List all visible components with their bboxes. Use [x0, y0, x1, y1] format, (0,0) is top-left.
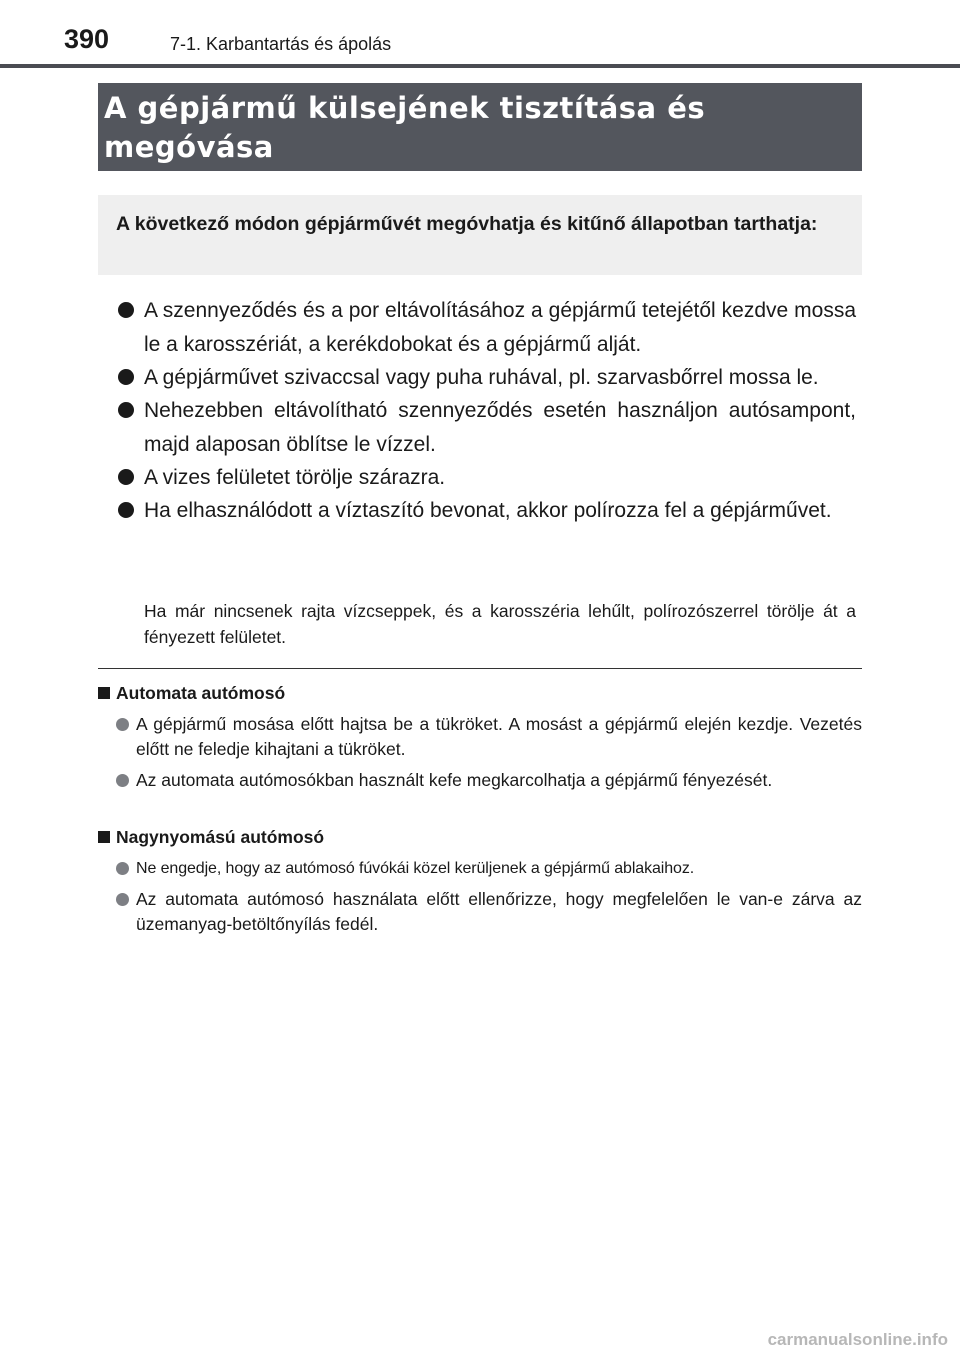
bullet-icon	[118, 302, 134, 318]
list-item: Az automata autómosókban használt kefe megkarcolhatja a gépjármű fényezését.	[98, 768, 862, 793]
bullet-icon	[116, 774, 129, 787]
list-item: Az automata autómosó használata előtt ellenőrizze, hogy megfelelően le van-e zárva az üzemanyag-betöltőnyílás fedél.	[98, 887, 862, 937]
bullet-icon	[116, 893, 129, 906]
list-item: Ha elhasználódott a víztaszító bevonat, akkor polírozza fel a gépjárművet.	[118, 494, 856, 528]
bullet-icon	[116, 718, 129, 731]
bullet-icon	[118, 369, 134, 385]
title-banner	[98, 83, 862, 171]
list-item: Ne engedje, hogy az autómosó fúvókái közel kerüljenek a gépjármű ablakaihoz.	[98, 856, 862, 881]
section-list	[98, 712, 862, 793]
section-list	[98, 856, 862, 937]
section-label: 7-1. Karbantartás és ápolás	[170, 34, 392, 54]
bullet-icon	[118, 402, 134, 418]
note-text: Ha már nincsenek rajta vízcseppek, és a karosszéria lehűlt, polírozószerrel törölje át a fényezett felületet.	[144, 601, 856, 647]
bullet-icon	[118, 502, 134, 518]
intro-text: A következő módon gépjárművét megóvhatja és kitűnő állapotban tarthatja:	[116, 213, 818, 235]
section-heading: Nagynyomású autómosó	[98, 824, 862, 850]
list-item: A vizes felületet törölje szárazra.	[118, 461, 856, 495]
list-item: A gépjármű mosása előtt hajtsa be a tükröket. A mosást a gépjármű elején kezdje. Vezetés előtt ne feledje kihajtani a tükröket.	[98, 712, 862, 762]
divider	[98, 668, 862, 669]
title-line-2: megóvása	[104, 130, 274, 164]
page-number: 390	[64, 24, 110, 54]
main-list	[118, 294, 856, 528]
list-item: Nehezebben eltávolítható szennyeződés esetén használjon autósampont, majd alaposan öblítse le vízzel.	[118, 394, 856, 462]
square-bullet-icon	[98, 831, 110, 843]
section-heading: Automata autómosó	[98, 680, 862, 706]
list-item: A szennyeződés és a por eltávolításához a gépjármű tetejétől kezdve mossa le a karosszériát, a kerékdobokat és a gépjármű alját.	[118, 294, 856, 362]
watermark: carmanualsonline.info	[767, 1330, 948, 1349]
page-header	[64, 22, 864, 62]
section-automatic-carwash	[98, 680, 862, 793]
header-rule	[0, 64, 960, 68]
square-bullet-icon	[98, 687, 110, 699]
list-item: A gépjárművet szivaccsal vagy puha ruhával, pl. szarvasbőrrel mossa le.	[118, 361, 856, 395]
intro-box	[98, 195, 862, 275]
section-high-pressure-carwash	[98, 824, 862, 937]
bullet-icon	[118, 469, 134, 485]
title-line-1: A gépjármű külsejének tisztítása és	[104, 91, 706, 125]
bullet-icon	[116, 862, 129, 875]
page-title	[104, 89, 862, 167]
